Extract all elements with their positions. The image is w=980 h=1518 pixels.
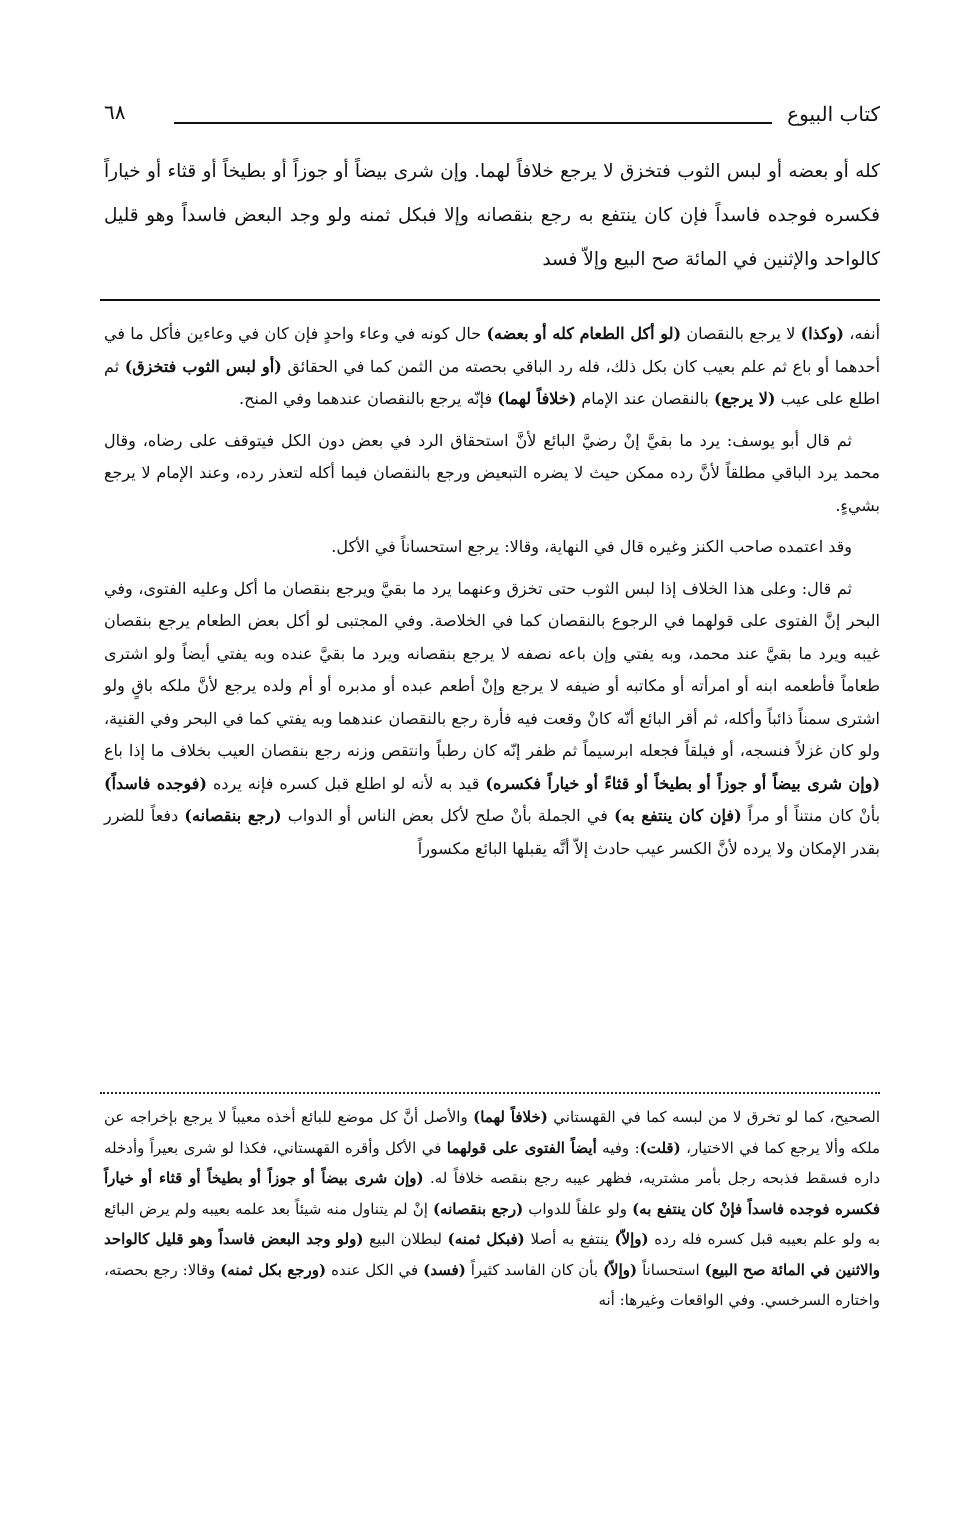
chapter-title: كتاب البيوع <box>787 102 880 126</box>
main-text-paragraph: كله أو بعضه أو لبس الثوب فتخزق لا يرجع خلافاً لهما. وإن شرى بيضاً أو جوزاً أو بطيخاً أو قثاء أو خياراً فكسره فوجده فاسداً فإن كان ينتفع به رجع بنقصانه وإلا فبكل ثمنه ولو وجد البعض فاسداً وهو قليل كالواحد والإثنين في المائة صح البيع وإلاّ فسد <box>104 161 880 270</box>
running-header <box>104 100 880 136</box>
main-text <box>104 150 880 282</box>
footnote-text <box>104 1102 880 1316</box>
commentary-paragraph-1: أنفه، (وكذا) لا يرجع بالنقصان (لو أكل الطعام كله أو بعضه) حال كونه في وعاء واحدٍ فإن كان في وعاءين فأكل ما في أحدهما أو باع ثم علم بعيب كان بكل ذلك، فله رد الباقي بحصته من الثمن كما في الحقائق (أو لبس الثوب فتخزق) ثم اطلع على عيب (لا يرجع) بالنقصان عند الإمام (خلافاً لهما) فإنّه يرجع بالنقصان عندهما وفي المنح. <box>104 324 881 408</box>
commentary-paragraph-3: وقد اعتمده صاحب الكنز وغيره قال في النهاية، وقالا: يرجع استحساناً في الأكل. <box>331 537 852 556</box>
main-text-divider <box>100 299 880 301</box>
commentary <box>104 318 880 874</box>
commentary-paragraph-4: ثم قال: وعلى هذا الخلاف إذا لبس الثوب حتى تخزق وعنهما يرد ما بقيَّ ويرجع بنقصان ما أكل وعليه الفتوى، وفي البحر إنَّ الفتوى على قولهما في الرجوع بالنقصان كما في الخلاصة. وفي المجتبى لو أكل بعض الطعام يرجع بنقصان غيبه ويرد ما بقيَّ عند محمد، وبه يفتي وإن باعه نصفه لا يرجع بنقصانه ويرد ما بقيَّ عنده وبه يفتي أيضاً ولو اشترى طعاماً فأطعمه ابنه أو امرأته أو مكاتبه أو ضيفه لا يرجع وإنْ أطعم عبده أو مدبره أو أم ولده يرجع لأنَّ ملكه باقٍ ولو اشترى سمناً ذائباً وأكله، ثم أقر البائع أنّه كانْ وقعت فيه فأرة رجع بالنقصان عندهما وبه يفتي كما في البحر وفي القنية، ولو كان غزلاً فنسجه، أو فيلقاً فجعله ابرسيماً ثم ظفر إنّه كان رطباً وانتقص وزنه رجع بنقصان العيب بخلاف ما إذا باع (وإن شرى بيضاً أو جوزاً أو بطيخاً أو قثاءً أو خياراً فكسره) قيد به لأنه لو اطلع قبل كسره فإنه يرده (فوجده فاسداً) بأنْ كان منتناً أو مراً (فإن كان ينتفع به) في الجملة بأنْ صلح لأكل بعض الناس أو الدواب (رجع بنقصانه) دفعاً للضرر بقدر الإمكان ولا يرده لأنَّ الكسر عيب حادث إلاّ أنَّه يقبلها البائع مكسوراً <box>104 578 881 858</box>
header-rule <box>174 122 772 124</box>
page-number: ٦٨ <box>104 100 126 124</box>
footnote-divider <box>100 1092 880 1094</box>
commentary-paragraph-2: ثم قال أبو يوسف: يرد ما بقيَّ إنْ رضيَّ البائع لأنَّ استحقاق الرد في بعض دون الكل فيتوقف على رضاه، وقال محمد يرد الباقي مطلقاً لأنَّ رده ممكن حيث لا يضره التبعيض ورجع بالنقصان فيما أكله لتعذر رده، وعند الإمام لا يرجع بشيءٍ. <box>104 430 880 515</box>
footnote-paragraph: الصحيح، كما لو تخرق لا من لبسه كما في القهستاني (خلافاً لهما) والأصل أنَّ كل موضع للبائع أخذه معيباً لا يرجع بإخراجه عن ملكه وألا يرجع كما في الاختيار، (قلت): وفيه أيضاً الفتوى على قولهما في الأكل وأقره القهستاني، فكذا لو شرى بعيراً وأدخله داره فسقط فذبحه رجل بأمر مشتريه، فظهر عيبه رجع بنقصه خلافاً له. (وإن شرى بيضاً أو جوزاً أو بطيخاً أو قثاء أو خياراً فكسره فوجده فاسداً فإنْ كان ينتفع به) ولو علفاً للدواب (رجع بنقصانه) إنْ لم يتناول منه شيئاً بعد علمه بعيبه ولم يرض البائع به ولو علم بعيبه قبل كسره فله رده (وإلاّ) ينتفع به أصلا (فبكل ثمنه) لبطلان البيع (ولو وجد البعض فاسداً وهو قليل كالواحد والاثنين في المائة صح البيع) استحساناً (وإلاّ) بأن كان الفاسد كثيراً (فسد) في الكل عنده (ورجع بكل ثمنه) وقالا: رجع بحصته، واختاره السرخسي. وفي الواقعات وغيرها: أنه <box>104 1108 881 1309</box>
